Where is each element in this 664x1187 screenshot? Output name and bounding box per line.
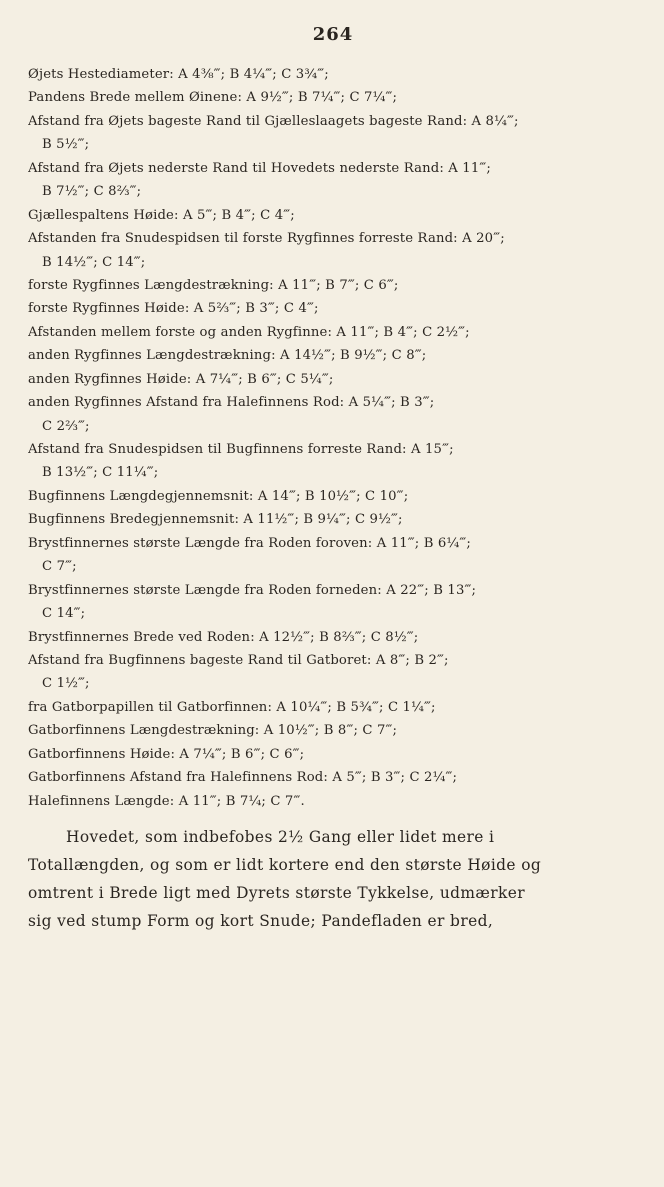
measurement-line: Afstand fra Snudespidsen til Bugfinnens forreste Rand: A 15‴; bbox=[28, 442, 454, 457]
measurement-line: Pandens Brede mellem Øinene: A 9½‴; B 7¼‴; C 7¼‴; bbox=[28, 90, 398, 106]
measurement-continuation-line: C 1½‴; bbox=[42, 676, 90, 692]
measurement-line: Bugfinnens Bredegjennemsnit: A 11½‴; B 9¼‴; C 9½‴; bbox=[28, 512, 403, 528]
body-paragraph bbox=[28, 823, 638, 935]
page-number: 264 bbox=[312, 24, 354, 45]
measurement-line: forste Rygfinnes Længdestrækning: A 11‴; B 7‴; C 6‴; bbox=[28, 277, 399, 293]
measurement-line: Brystfinnernes største Længde fra Roden foroven: A 11‴; B 6¼‴; bbox=[28, 535, 471, 551]
measurement-continuation-line: B 13½‴; C 11¼‴; bbox=[42, 465, 159, 481]
measurement-continuation-line: C 2⅔‴; bbox=[42, 418, 90, 434]
measurement-line: forste Rygfinnes Høide: A 5⅔‴; B 3‴; C 4‴; bbox=[28, 301, 319, 317]
measurement-line: Øjets Hestediameter: A 4⅜‴; B 4¼‴; C 3¾‴; bbox=[28, 67, 329, 82]
measurement-line: Gatborfinnens Høide: A 7¼‴; B 6‴; C 6‴; bbox=[28, 746, 305, 762]
measurement-line: Afstanden fra Snudespidsen til forste Rygfinnes forreste Rand: A 20‴; bbox=[28, 231, 505, 247]
measurement-continuation-line: B 7½‴; C 8⅔‴; bbox=[42, 184, 142, 200]
measurement-line: Gatborfinnens Afstand fra Halefinnens Rod: A 5‴; B 3‴; C 2¼‴; bbox=[28, 770, 458, 786]
measurement-line: Afstand fra Øjets nederste Rand til Hovedets nederste Rand: A 11‴; bbox=[28, 160, 491, 176]
measurement-line: anden Rygfinnes Afstand fra Halefinnens Rod: A 5¼‴; B 3‴; bbox=[28, 395, 435, 411]
measurement-line: Afstanden mellem forste og anden Rygfinne: A 11‴; B 4‴; C 2½‴; bbox=[28, 324, 470, 340]
paragraph-line: Totallængden, og som er lidt kortere end den største Høide og bbox=[28, 856, 542, 874]
measurement-line: anden Rygfinnes Længdestrækning: A 14½‴; B 9½‴; C 8‴; bbox=[28, 348, 427, 364]
paragraph-line: Hovedet, som indbefobes 2½ Gang eller lidet mere i bbox=[66, 828, 495, 846]
measurement-line: fra Gatborpapillen til Gatborfinnen: A 10¼‴; B 5¾‴; C 1¼‴; bbox=[28, 699, 436, 715]
measurement-line: anden Rygfinnes Høide: A 7¼‴; B 6‴; C 5¼‴; bbox=[28, 371, 334, 387]
measurement-continuation-line: C 14‴; bbox=[42, 606, 86, 622]
measurement-continuation-line: C 7‴; bbox=[42, 559, 77, 575]
measurement-continuation-line: B 14½‴; C 14‴; bbox=[42, 254, 146, 270]
measurement-line: Gatborfinnens Længdestrækning: A 10½‴; B 8‴; C 7‴; bbox=[28, 723, 398, 739]
measurement-continuation-line: B 5½‴; bbox=[42, 137, 90, 153]
measurement-list bbox=[28, 63, 638, 813]
paragraph-line: sig ved stump Form og kort Snude; Pandefladen er bred, bbox=[28, 912, 494, 930]
measurement-line: Bugfinnens Længdegjennemsnit: A 14‴; B 10½‴; C 10‴; bbox=[28, 488, 409, 504]
measurement-line: Afstand fra Øjets bageste Rand til Gjælleslaagets bageste Rand: A 8¼‴; bbox=[28, 113, 519, 129]
paragraph-line: omtrent i Brede ligt med Dyrets største Tykkelse, udmærker bbox=[28, 884, 526, 902]
measurement-line: Halefinnens Længde: A 11‴; B 7¼; C 7‴. bbox=[28, 793, 305, 809]
measurement-line: Brystfinnernes Brede ved Roden: A 12½‴; B 8⅔‴; C 8½‴; bbox=[28, 629, 419, 645]
measurement-line: Brystfinnernes største Længde fra Roden forneden: A 22‴; B 13‴; bbox=[28, 582, 477, 598]
measurement-line: Afstand fra Bugfinnens bageste Rand til Gatboret: A 8‴; B 2‴; bbox=[28, 652, 449, 668]
measurement-line: Gjællespaltens Høide: A 5‴; B 4‴; C 4‴; bbox=[28, 207, 295, 223]
